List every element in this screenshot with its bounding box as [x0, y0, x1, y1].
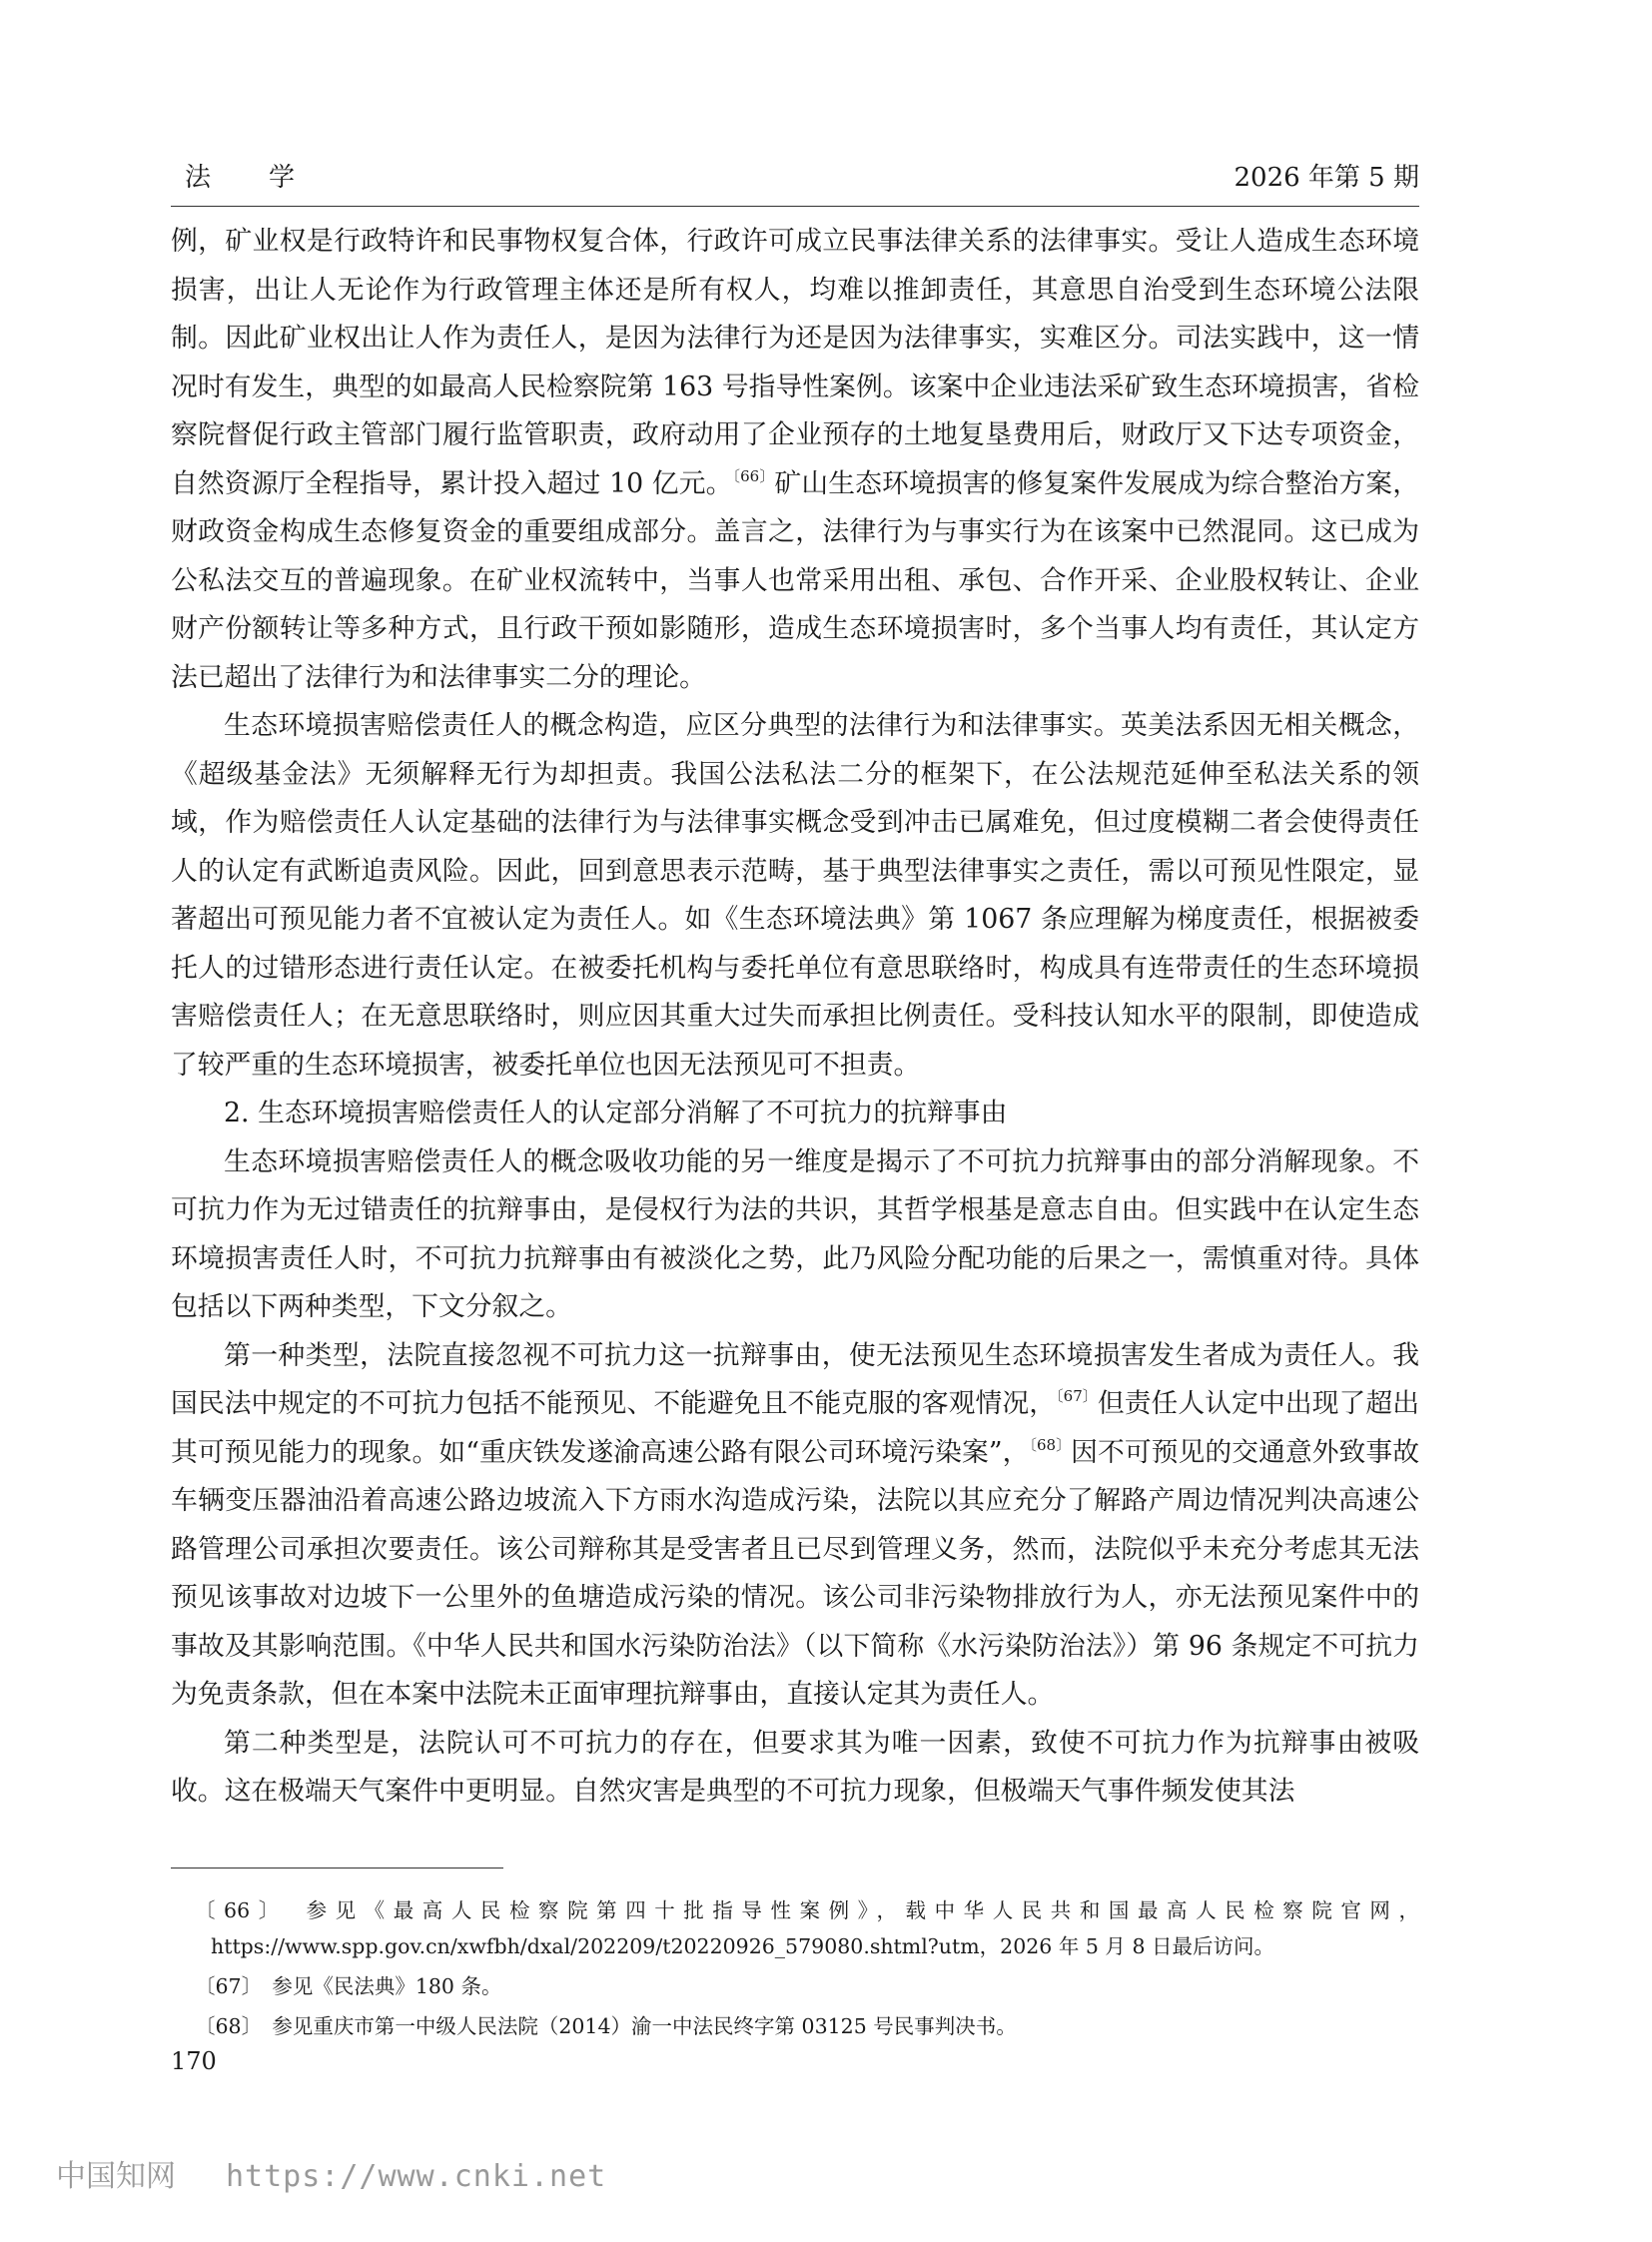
paragraph — [171, 1720, 1419, 1817]
paragraph-text: 2. 生态环境损害赔偿责任人的认定部分消解了不可抗力的抗辩事由 — [224, 1098, 1008, 1128]
paragraph-text: 但责任人认定中出现了超出其可预见能力的现象。如“重庆铁发遂渝高速公路有限公司环境污染案”， — [171, 1388, 1420, 1468]
paragraph — [171, 218, 1419, 702]
paragraph-text: 生态环境损害赔偿责任人的概念构造，应区分典型的法律行为和法律事实。英美法系因无相关概念，《超级基金法》无须解释无行为却担责。我国公法私法二分的框架下，在公法规范延伸至私法关系的领域，作为赔偿责任人认定基础的法律行为与法律事实概念受到冲击已属难免，但过度模糊二者会使得责任人的认定有武断追责风险。因此，回到意思表示范畴，基于典型法律事实之责任，需以可预见性限定，显著超出可预见能力者不宜被认定为责任人。如《生态环境法典》第 1067 条应理解为梯度责任，根据被委托人的过错形态进行责任认定。在被委托机构与委托单位有意思联络时，构成具有连带责任的生态环境损害赔偿责任人；在无意思联络时，则应因其重大过失而承担比例责任。受科技认知水平的限制，即使造成了较严重的生态环境损害，被委托单位也因无法预见可不担责。 — [171, 710, 1419, 1081]
paragraph-text: 第二种类型是，法院认可不可抗力的存在，但要求其为唯一因素，致使不可抗力作为抗辩事由被吸收。这在极端天气案件中更明显。自然灾害是典型的不可抗力现象，但极端天气事件频发使其法 — [171, 1727, 1419, 1807]
footnote-item: 〔67〕 参见《民法典》180 条。 — [195, 1974, 502, 1998]
footnote-reference[interactable]: 〔68〕 — [1029, 1435, 1072, 1454]
article-body — [171, 218, 1419, 1817]
footnotes — [171, 1892, 1419, 2048]
footnote-item: 〔68〕 参见重庆市第一中级人民法院（2014）渝一中法民终字第 03125 号民事判决书。 — [195, 2014, 1017, 2038]
watermark-url: https://www.cnki.net — [226, 2159, 607, 2194]
cnki-watermark — [56, 2151, 606, 2195]
paragraph — [171, 1332, 1419, 1720]
page-number: 170 — [171, 2047, 217, 2075]
paragraph-text: 例，矿业权是行政特许和民事物权复合体，行政许可成立民事法律关系的法律事实。受让人造成生态环境损害，出让人无论作为行政管理主体还是所有权人，均难以推卸责任，其意思自治受到生态环境公法限制。因此矿业权出让人作为责任人，是因为法律行为还是因为法律事实，实难区分。司法实践中，这一情况时有发生，典型的如最高人民检察院第 163 号指导性案例。该案中企业违法采矿致生态环境损害，省检察院督促行政主管部门履行监管职责，政府动用了企业预存的土地复垦费用后，财政厅又下达专项资金，自然资源厅全程指导，累计投入超过 10 亿元。 — [171, 226, 1419, 499]
paragraph-text: 第一种类型，法院直接忽视不可抗力这一抗辩事由，使无法预见生态环境损害发生者成为责任人。我国民法中规定的不可抗力包括不能预见、不能避免且不能克服的客观情况， — [171, 1339, 1419, 1419]
footnote-item: 〔66〕 参见《最高人民检察院第四十批指导性案例》，载中华人民共和国最高人民检察院官网，https://www.spp.gov.cn/xwfbh/dxal/202209/t20220926_579080.shtml?utm，2026 年 5 月 8 日最后访问。 — [195, 1898, 1419, 1958]
paragraph-text: 因不可预见的交通意外致事故车辆变压器油沿着高速公路边坡流入下方雨水沟造成污染，法院以其应充分了解路产周边情况判决高速公路管理公司承担次要责任。该公司辩称其是受害者且已尽到管理义务，然而，法院似乎未充分考虑其无法预见该事故对边坡下一公里外的鱼塘造成污染的情况。该公司非污染物排放行为人，亦无法预见案件中的事故及其影响范围。《中华人民共和国水污染防治法》（以下简称《水污染防治法》）第 96 条规定不可抗力为免责条款，但在本案中法院未正面审理抗辩事由，直接认定其为责任人。 — [171, 1436, 1419, 1710]
paragraph — [171, 702, 1419, 1090]
watermark-brand: 中国知网 — [56, 2159, 176, 2194]
paragraph-text: 矿山生态环境损害的修复案件发展成为综合整治方案，财政资金构成生态修复资金的重要组成部分。盖言之，法律行为与事实行为在该案中已然混同。这已成为公私法交互的普遍现象。在矿业权流转中，当事人也常采用出租、承包、合作开采、企业股权转让、企业财产份额转让等多种方式，且行政干预如影随形，造成生态环境损害时，多个当事人均有责任，其认定方法已超出了法律行为和法律事实二分的理论。 — [171, 467, 1419, 693]
issue-label: 2026 年第 5 期 — [1234, 163, 1419, 193]
paragraph — [171, 1090, 1419, 1138]
paragraph-text: 生态环境损害赔偿责任人的概念吸收功能的另一维度是揭示了不可抗力抗辩事由的部分消解现象。不可抗力作为无过错责任的抗辩事由，是侵权行为法的共识，其哲学根基是意志自由。但实践中在认定生态环境损害责任人时，不可抗力抗辩事由有被淡化之势，此乃风险分配功能的后果之一，需慎重对待。具体包括以下两种类型，下文分叙之。 — [171, 1145, 1419, 1322]
footnote-reference[interactable]: 〔66〕 — [732, 466, 775, 485]
journal-name: 法 学 — [185, 163, 312, 193]
header-divider — [171, 206, 1419, 207]
footnote-reference[interactable]: 〔67〕 — [1056, 1386, 1098, 1405]
paragraph — [171, 1138, 1419, 1332]
